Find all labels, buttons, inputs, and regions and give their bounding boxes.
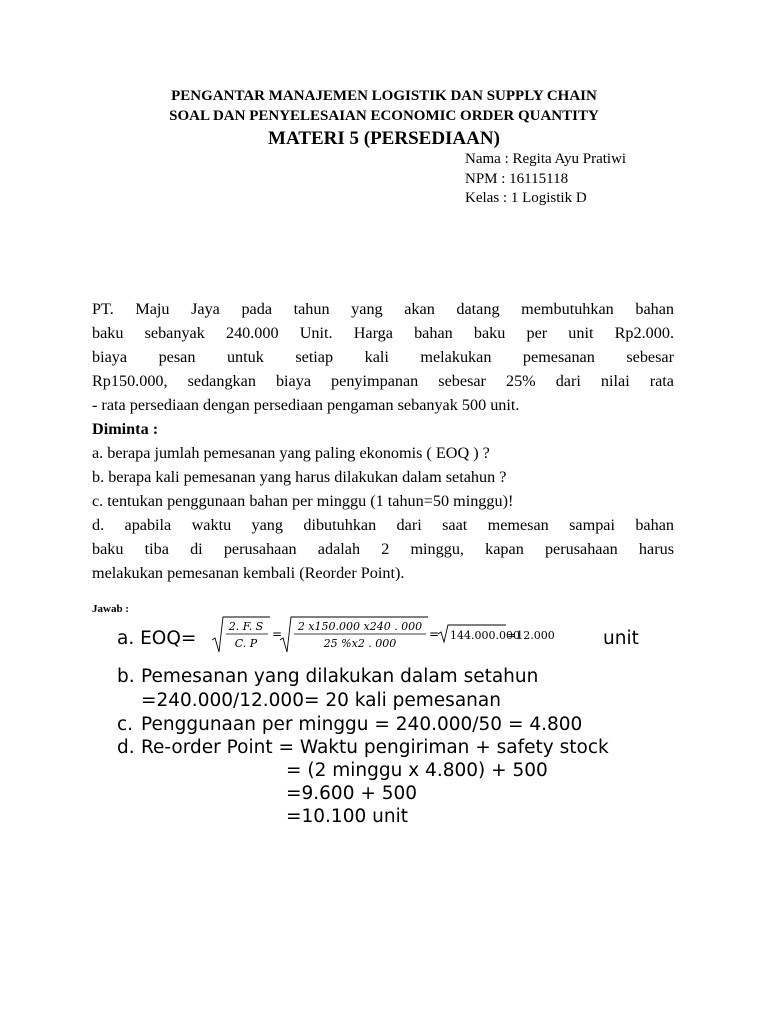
- question-d-line: melakukan pemesanan kembali (Reorder Point).: [92, 564, 405, 582]
- question-b: b. berapa kali pemesanan yang harus dilakukan dalam setahun ?: [92, 468, 507, 486]
- formula-numerator-2: 2 x150.000 x240 . 000: [297, 620, 423, 633]
- answer-d-line3: =9.600 + 500: [286, 783, 418, 804]
- eoq-formula: [212, 614, 592, 656]
- answer-b-line2: =240.000/12.000= 20 kali pemesanan: [141, 690, 501, 711]
- diminta-label: Diminta :: [92, 420, 159, 438]
- problem-line: PT. Maju Jaya pada tahun yang akan datang membutuhkan bahan: [92, 300, 674, 318]
- problem-line: - rata persediaan dengan persediaan pengaman sebanyak 500 unit.: [92, 396, 520, 414]
- question-d-line: baku tiba di perusahaan adalah 2 minggu, kapan perusahaan harus: [92, 540, 674, 558]
- document-subtitle: SOAL DAN PENYELESAIAN ECONOMIC ORDER QUANTITY: [169, 108, 599, 124]
- answer-d-line4: =10.100 unit: [286, 806, 408, 827]
- question-c: c. tentukan penggunaan bahan per minggu (1 tahun=50 minggu)!: [92, 492, 514, 510]
- answer-b-label: b.: [117, 666, 135, 687]
- formula-result: =12.000: [507, 629, 555, 642]
- answer-b-line1: Pemesanan yang dilakukan dalam setahun: [141, 666, 539, 687]
- answer-c-text: Penggunaan per minggu = 240.000/50 = 4.800: [141, 714, 583, 735]
- formula-numerator-1: 2. F. S: [228, 620, 264, 633]
- student-npm: NPM : 16115118: [465, 171, 569, 187]
- answer-d-line2: = (2 minggu x 4.800) + 500: [286, 760, 548, 781]
- formula-denominator-2: 25 %x2 . 000: [323, 637, 397, 650]
- answer-a-label: a. EOQ=: [117, 628, 197, 649]
- answer-a-unit: unit: [603, 628, 639, 649]
- answer-d-label: d.: [117, 737, 135, 758]
- problem-line: baku sebanyak 240.000 Unit. Harga bahan baku per unit Rp2.000.: [92, 324, 674, 342]
- student-name: Nama : Regita Ayu Pratiwi: [465, 151, 627, 167]
- question-d-line: d. apabila waktu yang dibutuhkan dari saat memesan sampai bahan: [92, 516, 674, 534]
- question-a: a. berapa jumlah pemesanan yang paling ekonomis ( EOQ ) ?: [92, 444, 490, 462]
- student-class: Kelas : 1 Logistik D: [465, 190, 587, 206]
- material-title: MATERI 5 (PERSEDIAAN): [268, 128, 500, 149]
- problem-statement: [92, 297, 674, 585]
- answer-c-label: c.: [117, 714, 134, 735]
- problem-line: Rp150.000, sedangkan biaya penyimpanan sebesar 25% dari nilai rata: [92, 372, 674, 390]
- problem-line: biaya pesan untuk setiap kali melakukan pemesanan sebesar: [92, 348, 674, 366]
- equals-sign-1: =: [272, 627, 283, 641]
- formula-denominator-1: C. P: [234, 637, 258, 650]
- formula-sqrt-value: 144.000.000: [450, 629, 520, 642]
- answer-label: Jawab :: [92, 603, 129, 615]
- answer-d-text: Re-order Point = Waktu pengiriman + safety stock: [141, 737, 609, 758]
- equals-sign-2: =: [429, 627, 440, 641]
- course-title: PENGANTAR MANAJEMEN LOGISTIK DAN SUPPLY CHAIN: [171, 88, 597, 104]
